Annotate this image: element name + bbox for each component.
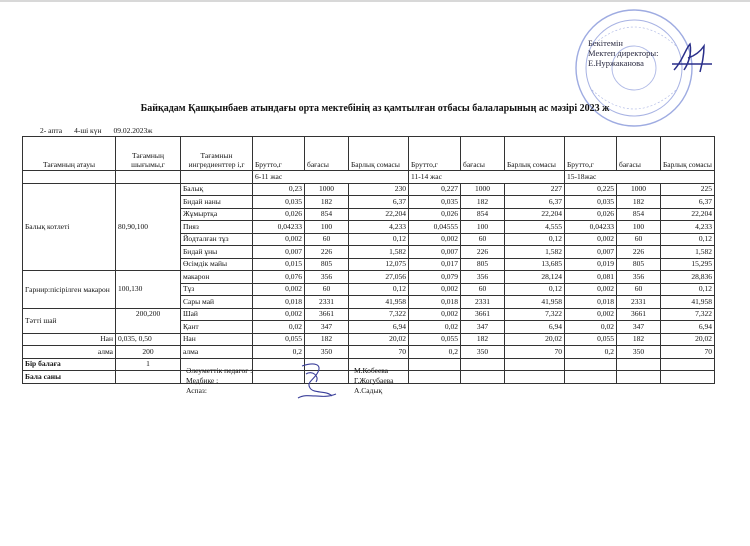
- dish-name: Балық котлеті: [23, 183, 116, 271]
- brutto: 0,018: [253, 296, 305, 309]
- brutto: 0,002: [409, 283, 461, 296]
- dish-name: Тәтті шай: [23, 308, 116, 333]
- brutto: 0,007: [409, 246, 461, 259]
- age-group-1: 6-11 жас: [253, 171, 409, 184]
- table-row: [23, 271, 715, 284]
- brutto: 0,035: [409, 196, 461, 209]
- ingredient: Пияз: [181, 221, 253, 234]
- total: 1,582: [661, 246, 715, 259]
- total: 0,12: [661, 233, 715, 246]
- ingredient: Бидай ұны: [181, 246, 253, 259]
- brutto: 0,04233: [565, 221, 617, 234]
- price: 100: [617, 221, 661, 234]
- empty-cell: [505, 358, 565, 371]
- brutto: 0,035: [253, 196, 305, 209]
- total: 6,37: [661, 196, 715, 209]
- signature-name: А.Садық: [354, 386, 383, 395]
- total: 227: [505, 183, 565, 196]
- price: 60: [461, 233, 505, 246]
- brutto: 0,002: [565, 308, 617, 321]
- signature-role: Аспаз:: [186, 386, 207, 395]
- brutto: 0,002: [409, 233, 461, 246]
- empty-cell: [409, 358, 461, 371]
- header-ingredients: Тағамнын ингредиенттер і,г: [181, 137, 253, 171]
- price: 3661: [461, 308, 505, 321]
- price: 226: [461, 246, 505, 259]
- empty-cell: [617, 358, 661, 371]
- table-row: [23, 183, 715, 196]
- price: 356: [461, 271, 505, 284]
- total: 7,322: [505, 308, 565, 321]
- director-signature-icon: [668, 40, 714, 74]
- brutto: 0,076: [253, 271, 305, 284]
- total: 27,056: [349, 271, 409, 284]
- table-row: [23, 346, 715, 359]
- price: 182: [461, 196, 505, 209]
- price: 854: [305, 208, 349, 221]
- age-group-2: 11-14 жас: [409, 171, 565, 184]
- brutto: 0,2: [409, 346, 461, 359]
- total: 4,233: [661, 221, 715, 234]
- total: 20,02: [505, 333, 565, 346]
- signature-row: [186, 386, 393, 396]
- price: 350: [305, 346, 349, 359]
- total: 7,322: [661, 308, 715, 321]
- brutto: 0,002: [253, 283, 305, 296]
- header-total-3: Барлық сомасы: [661, 137, 715, 171]
- total: 6,37: [505, 196, 565, 209]
- total: 7,322: [349, 308, 409, 321]
- empty-cell: [505, 371, 565, 384]
- brutto: 0,02: [565, 321, 617, 334]
- price: 356: [305, 271, 349, 284]
- total: 230: [349, 183, 409, 196]
- total: 1,582: [349, 246, 409, 259]
- signature-role: Әлеуметтік педагог :: [186, 366, 253, 375]
- total: 22,204: [349, 208, 409, 221]
- dish-yield: 200: [116, 346, 181, 359]
- ingredient: Сары май: [181, 296, 253, 309]
- approval-heading: Бекітемін: [588, 38, 623, 48]
- per-child-label: Бір балаға: [23, 358, 116, 371]
- price: 182: [305, 333, 349, 346]
- total: 1,582: [505, 246, 565, 259]
- empty-cell: [661, 371, 715, 384]
- ingredient: Қант: [181, 321, 253, 334]
- total: 28,836: [661, 271, 715, 284]
- total: 41,958: [505, 296, 565, 309]
- brutto: 0,2: [565, 346, 617, 359]
- header-price-2: бағасы: [461, 137, 505, 171]
- brutto: 0,02: [409, 321, 461, 334]
- total: 6,94: [505, 321, 565, 334]
- total: 225: [661, 183, 715, 196]
- ingredient: Нан: [181, 333, 253, 346]
- price: 356: [617, 271, 661, 284]
- total: 0,12: [349, 233, 409, 246]
- brutto: 0,026: [409, 208, 461, 221]
- total: 0,12: [505, 233, 565, 246]
- price: 347: [305, 321, 349, 334]
- dish-yield: 100,130: [116, 271, 181, 309]
- total: 15,295: [661, 258, 715, 271]
- price: 2331: [617, 296, 661, 309]
- total: 12,075: [349, 258, 409, 271]
- total: 13,685: [505, 258, 565, 271]
- menu-table-body: [23, 183, 715, 383]
- price: 226: [617, 246, 661, 259]
- header-price-3: бағасы: [617, 137, 661, 171]
- price: 1000: [461, 183, 505, 196]
- brutto: 0,026: [565, 208, 617, 221]
- ingredient: Шай: [181, 308, 253, 321]
- empty-cell: [461, 358, 505, 371]
- price: 60: [617, 283, 661, 296]
- signature-row: [186, 366, 393, 376]
- per-child-value: 1: [116, 358, 181, 371]
- brutto: 0,007: [253, 246, 305, 259]
- top-border-line: [0, 0, 750, 2]
- price: 854: [617, 208, 661, 221]
- total: 6,94: [661, 321, 715, 334]
- header-yield: Тағамның шығымы,г: [116, 137, 181, 171]
- brutto: 0,035: [565, 196, 617, 209]
- total: 0,12: [505, 283, 565, 296]
- header-dish-name: Тағамның атауы: [23, 137, 116, 171]
- price: 60: [305, 283, 349, 296]
- children-count-label: Бала саны: [23, 371, 116, 384]
- total: 0,12: [661, 283, 715, 296]
- brutto: 0,225: [565, 183, 617, 196]
- signature-name: Г.Жогубаева: [354, 376, 394, 385]
- price: 3661: [305, 308, 349, 321]
- ingredient: Тұз: [181, 283, 253, 296]
- table-row: [23, 308, 715, 321]
- total: 70: [349, 346, 409, 359]
- brutto: 0,02: [253, 321, 305, 334]
- dish-name: Нан: [23, 333, 116, 346]
- week-label: 2- апта: [40, 126, 63, 135]
- dish-yield: 0,035, 0,50: [116, 333, 181, 346]
- empty-cell: [565, 371, 617, 384]
- brutto: 0,055: [409, 333, 461, 346]
- price: 2331: [461, 296, 505, 309]
- price: 854: [461, 208, 505, 221]
- brutto: 0,015: [253, 258, 305, 271]
- brutto: 0,002: [565, 283, 617, 296]
- total: 70: [661, 346, 715, 359]
- dish-yield: 80,90,100: [116, 183, 181, 271]
- price: 60: [305, 233, 349, 246]
- brutto: 0,019: [565, 258, 617, 271]
- approval-name: Е.Нуржаканова: [588, 58, 644, 68]
- dish-yield: 200,200: [116, 308, 181, 333]
- price: 100: [305, 221, 349, 234]
- price: 805: [305, 258, 349, 271]
- signature-block: [186, 366, 393, 396]
- ingredient: Бидай наны: [181, 196, 253, 209]
- approval-block: [588, 38, 659, 68]
- signature-row: [186, 376, 393, 386]
- empty-cell: [565, 358, 617, 371]
- price: 805: [617, 258, 661, 271]
- header-price-1: бағасы: [305, 137, 349, 171]
- brutto: 0,002: [565, 233, 617, 246]
- header-brutto-1: Брутто,г: [253, 137, 305, 171]
- brutto: 0,017: [409, 258, 461, 271]
- dish-name: Гарнир:пісірілген макарон: [23, 271, 116, 309]
- total: 41,958: [661, 296, 715, 309]
- brutto: 0,081: [565, 271, 617, 284]
- dish-name: алма: [23, 346, 116, 359]
- price: 3661: [617, 308, 661, 321]
- empty-cell: [116, 371, 181, 384]
- price: 100: [461, 221, 505, 234]
- brutto: 0,055: [565, 333, 617, 346]
- menu-table: [22, 136, 715, 384]
- empty-cell: [461, 371, 505, 384]
- price: 1000: [305, 183, 349, 196]
- price: 347: [461, 321, 505, 334]
- brutto: 0,002: [253, 308, 305, 321]
- price: 805: [461, 258, 505, 271]
- ingredient: Жұмыртқа: [181, 208, 253, 221]
- ingredient: Йодталған тұз: [181, 233, 253, 246]
- price: 60: [617, 233, 661, 246]
- brutto: 0,026: [253, 208, 305, 221]
- total: 22,204: [661, 208, 715, 221]
- ingredient: макарон: [181, 271, 253, 284]
- total: 0,12: [349, 283, 409, 296]
- brutto: 0,007: [565, 246, 617, 259]
- ingredient: алма: [181, 346, 253, 359]
- date-label: 09.02.2023ж: [113, 126, 153, 135]
- brutto: 0,2: [253, 346, 305, 359]
- total: 28,124: [505, 271, 565, 284]
- ingredient: Балық: [181, 183, 253, 196]
- menu-meta: [40, 126, 164, 135]
- signature-name: М.Кобеева: [354, 366, 389, 375]
- page-title: Байқадам Қашқынбаев атындағы орта мектебінің аз қамтылған отбасы балаларының ас мәзірі 2023 ж: [140, 103, 610, 114]
- total: 4,233: [349, 221, 409, 234]
- total: 70: [505, 346, 565, 359]
- total: 4,555: [505, 221, 565, 234]
- price: 182: [305, 196, 349, 209]
- brutto: 0,227: [409, 183, 461, 196]
- brutto: 0,04555: [409, 221, 461, 234]
- brutto: 0,002: [253, 233, 305, 246]
- brutto: 0,018: [565, 296, 617, 309]
- table-row: [23, 333, 715, 346]
- price: 350: [617, 346, 661, 359]
- total: 22,204: [505, 208, 565, 221]
- price: 182: [461, 333, 505, 346]
- day-label: 4-ші күн: [74, 126, 102, 135]
- age-group-3: 15-18жас: [565, 171, 715, 184]
- brutto: 0,018: [409, 296, 461, 309]
- total: 41,958: [349, 296, 409, 309]
- brutto: 0,055: [253, 333, 305, 346]
- price: 347: [617, 321, 661, 334]
- price: 350: [461, 346, 505, 359]
- signature-role: Медбике :: [186, 376, 219, 385]
- price: 2331: [305, 296, 349, 309]
- empty-cell: [661, 358, 715, 371]
- total: 20,02: [349, 333, 409, 346]
- price: 182: [617, 196, 661, 209]
- price: 182: [617, 333, 661, 346]
- header-total-1: Барлық сомасы: [349, 137, 409, 171]
- total: 6,94: [349, 321, 409, 334]
- brutto: 0,002: [409, 308, 461, 321]
- empty-cell: [409, 371, 461, 384]
- ingredient: Өсімдік майы: [181, 258, 253, 271]
- price: 1000: [617, 183, 661, 196]
- total: 20,02: [661, 333, 715, 346]
- brutto: 0,04233: [253, 221, 305, 234]
- header-total-2: Барлық сомасы: [505, 137, 565, 171]
- brutto: 0,23: [253, 183, 305, 196]
- header-brutto-3: Брутто,г: [565, 137, 617, 171]
- price: 60: [461, 283, 505, 296]
- brutto: 0,079: [409, 271, 461, 284]
- total: 6,37: [349, 196, 409, 209]
- price: 226: [305, 246, 349, 259]
- empty-cell: [617, 371, 661, 384]
- approval-position: Мектеп директоры:: [588, 48, 659, 58]
- header-brutto-2: Брутто,г: [409, 137, 461, 171]
